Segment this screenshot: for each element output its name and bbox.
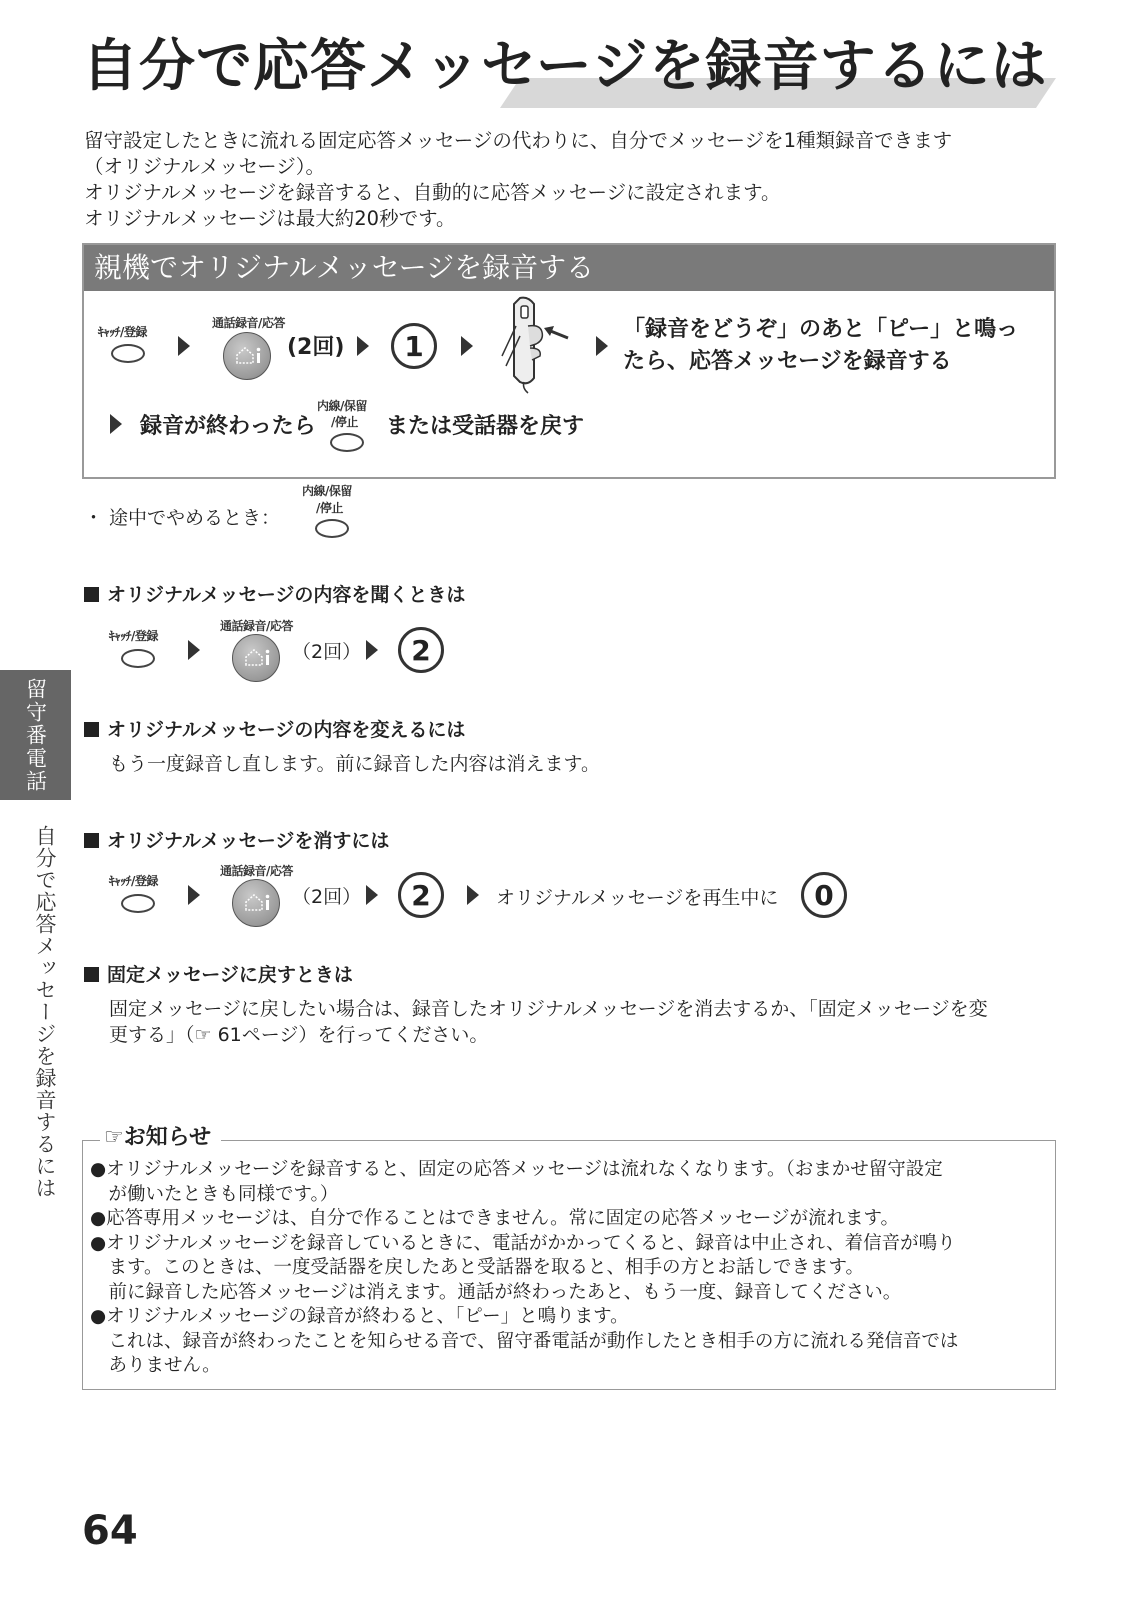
listen-heading-text: オリジナルメッセージの内容を聞くときは [107,584,466,606]
notice-line: 前に録音した応答メッセージは消えます。通話が終わったあと、もう一度、録音してください。 [90,1281,902,1303]
record-answer-button[interactable] [232,879,280,927]
square-bullet-icon [84,587,99,602]
catch-register-button[interactable] [121,894,155,913]
arrow-right-icon [178,336,190,356]
intro-line: 留守設定したときに流れる固定応答メッセージの代わりに、自分でメッセージを1種類録音できます [84,129,953,152]
hold-stop-label: /停止 [316,501,343,515]
pointing-hand-icon: ☞ [104,1125,124,1150]
change-heading [84,715,465,742]
intro-text [84,128,1074,232]
arrow-right-icon [596,336,608,356]
step2-prefix: 録音が終わったら [140,414,316,439]
handset-icon [490,296,580,394]
fixed-text-line: 更する」（☞ 61ページ）を行ってください。 [109,1024,489,1046]
arrow-right-icon [467,885,479,905]
erase-heading-text: オリジナルメッセージを消すには [107,830,390,852]
arrow-right-icon [357,336,369,356]
catch-register-label: ｷｬｯﾁ/登録 [98,325,147,339]
listen-heading [84,580,465,607]
key-1-button[interactable]: 1 [391,323,437,369]
notice-line: が働いたときも同様です。） [90,1183,339,1205]
hold-stop-label: 内線/保留 [317,399,367,413]
square-bullet-icon [84,833,99,848]
notice-line: これは、録音が終わったことを知らせる音で、留守番電話が動作したとき相手の方に流れる発信音では [90,1330,959,1352]
catch-register-button[interactable] [111,344,145,363]
record-answer-label: 通話録音/応答 [220,619,293,633]
notice-title-text: お知らせ [123,1125,212,1150]
notice-line: ありません。 [90,1355,221,1376]
key-2-button[interactable]: 2 [398,872,444,918]
side-caption: 自分で応答メッセージを録音するには [33,825,57,1199]
record-answer-label: 通話録音/応答 [220,864,293,878]
notice-list [90,1158,1050,1379]
hold-stop-button[interactable] [315,519,349,538]
record-instruction-line: 「録音をどうぞ」のあと「ピー」と鳴っ [623,317,1019,342]
answer-machine-icon [224,333,272,381]
notice-line: ●オリジナルメッセージを録音しているときに、電話がかかってくると、録音は中止され、着信音が鳴り [90,1232,956,1254]
change-heading-text: オリジナルメッセージの内容を変えるには [107,719,466,741]
arrow-right-icon [188,640,200,660]
record-answer-button[interactable] [223,332,271,380]
square-bullet-icon [84,722,99,737]
fixed-text-line: 固定メッセージに戻したい場合は、録音したオリジナルメッセージを消去するか、「固定メッセージを変 [109,998,988,1020]
stop-midway-text: ・ 途中でやめるとき： [84,507,281,529]
procedure-heading: 親機でオリジナルメッセージを録音する [84,245,1054,291]
key-0-button[interactable]: 0 [801,872,847,918]
step2-suffix: または受話器を戻す [386,414,585,439]
side-tab: 留守番電話 [0,670,71,800]
arrow-right-icon [366,640,378,660]
record-instruction [623,314,1018,378]
catch-register-label: ｷｬｯﾁ/登録 [109,629,158,643]
arrow-right-icon [461,336,473,356]
intro-line: オリジナルメッセージを録音すると、自動的に応答メッセージに設定されます。 [84,181,781,204]
record-answer-button[interactable] [232,634,280,682]
press-twice-text: （2回） [292,886,362,908]
key-2-button[interactable]: 2 [398,627,444,673]
notice-line: ●オリジナルメッセージを録音すると、固定の応答メッセージは流れなくなります。（おまかせ留守設定 [90,1159,943,1180]
page-title: 自分で応答メッセージを録音するには [82,34,1048,99]
fixed-heading-text: 固定メッセージに戻すときは [107,964,353,986]
press-twice-text: (2回) [287,335,345,360]
record-answer-label: 通話録音/応答 [212,316,285,330]
catch-register-label: ｷｬｯﾁ/登録 [109,874,158,888]
catch-register-button[interactable] [121,649,155,668]
record-instruction-line: たら、応答メッセージを録音する [623,349,952,374]
hold-stop-button[interactable] [330,433,364,452]
arrow-right-icon [188,885,200,905]
notice-line: ●応答専用メッセージは、自分で作ることはできません。常に固定の応答メッセージが流れます。 [90,1208,900,1229]
square-bullet-icon [84,967,99,982]
answer-machine-icon [233,880,281,928]
hold-stop-label: 内線/保留 [302,484,352,498]
fixed-heading [84,960,353,987]
intro-line: （オリジナルメッセージ）。 [84,155,326,178]
answer-machine-icon [233,635,281,683]
notice-title [100,1120,221,1151]
change-text: もう一度録音し直します。前に録音した内容は消えます。 [109,753,600,775]
intro-line: オリジナルメッセージは最大約20秒です。 [84,207,456,230]
arrow-right-icon [110,414,122,434]
arrow-right-icon [366,885,378,905]
page-number: 64 [82,1508,138,1554]
erase-heading [84,826,389,853]
press-twice-text: （2回） [292,641,362,663]
hold-stop-label: /停止 [331,415,358,429]
notice-line: ●オリジナルメッセージの録音が終わると、「ピー」と鳴ります。 [90,1306,629,1327]
notice-line: ます。このときは、一度受話器を戻したあと受話器を取ると、相手の方とお話しできます。 [90,1257,865,1278]
playing-text: オリジナルメッセージを再生中に [496,887,779,909]
